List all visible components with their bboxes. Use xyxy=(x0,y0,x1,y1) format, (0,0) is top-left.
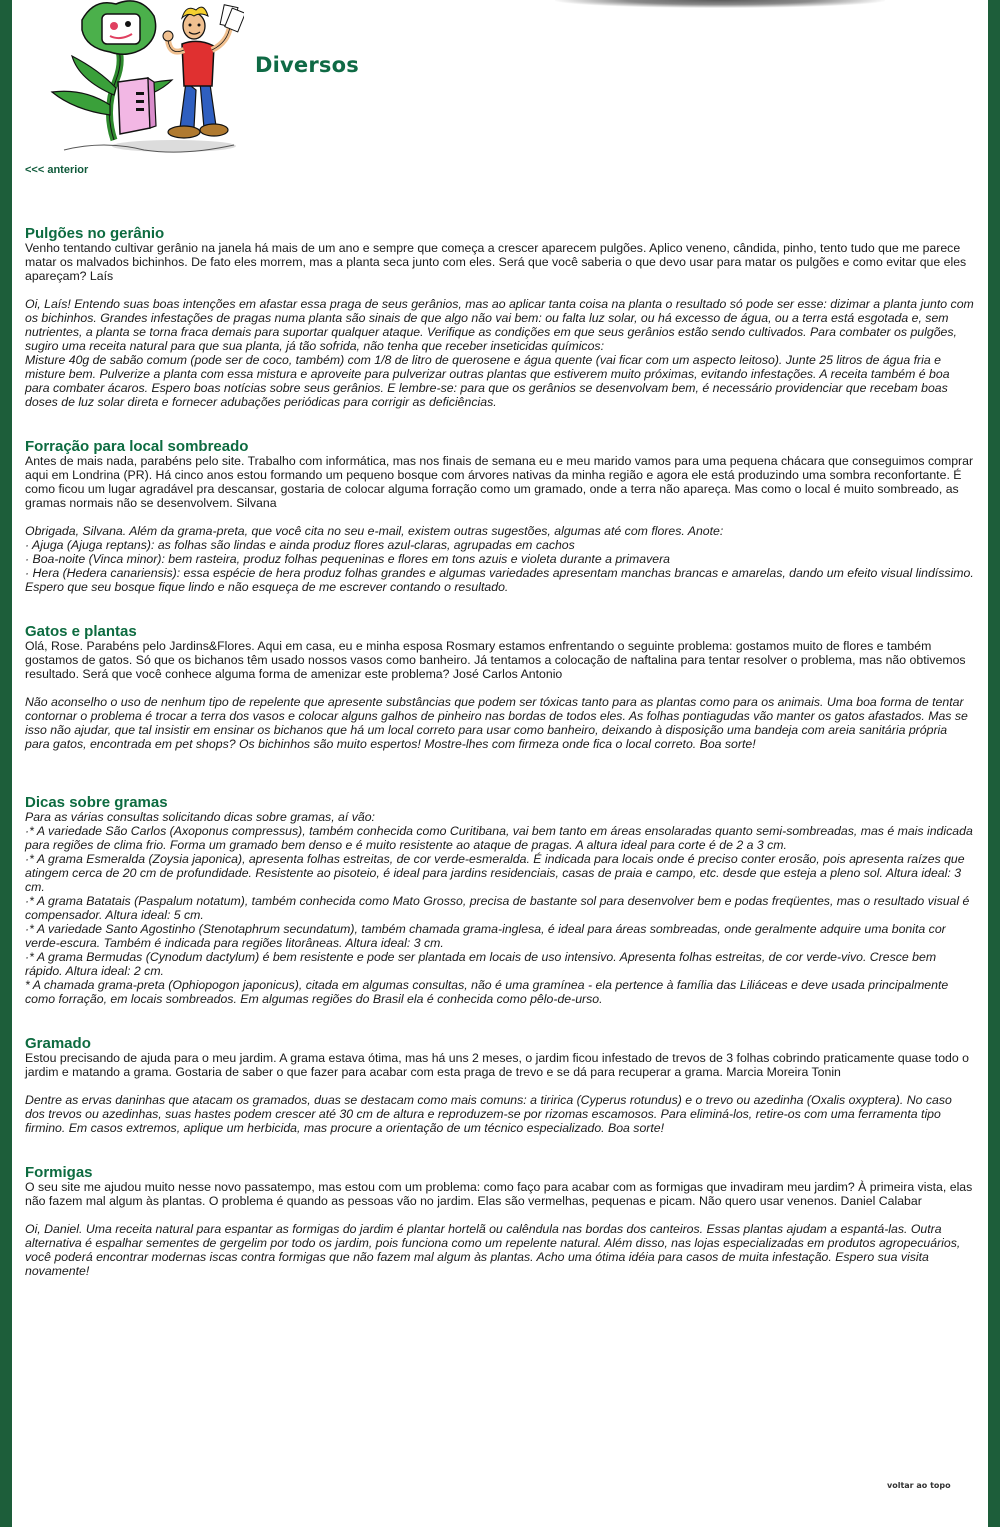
qa-answer xyxy=(25,1093,975,1135)
qa-title: Forração para local sombreado xyxy=(25,438,249,455)
qa-answer xyxy=(25,1222,975,1278)
answer-list-item: · Boa-noite (Vinca minor): bem rasteira, produz folhas pequeninas e flores em tons azuis e violeta durante a primavera xyxy=(25,552,671,566)
qa-question: Olá, Rose. Parabéns pelo Jardins&Flores. Aqui em casa, eu e minha esposa Rosmary estamos enfrentando o seguinte problema: gostamos muito de flores e também gostamos de gatos. Só que os bichanos têm usado nossos vasos como banheiro. Já tentamos a colocação de naftalina para tentar resolver o problema, mas não obtivemos resultado. Será que você conhece alguma forma de amenizar este problema? José Carlos Antonio xyxy=(25,639,966,681)
plant-and-gardener-cartoon xyxy=(44,0,244,158)
previous-page-link[interactable]: <<< anterior xyxy=(25,164,89,176)
answer-paragraph: Misture 40g de sabão comum (pode ser de coco, também) com 1/8 de litro de querosene e água quente (vai ficar com um aspecto leitoso). Junte 25 litros de água fria e misture bem. Pulverize a planta com essa mistura e aproveite para pulverizar outras plantas que estiverem muito próximas, evitando infestações. A receita também é boa para combater ácaros. Espero boas notícias sobre seus gerânios. E lembre-se: para que os gerânios se desenvolvam bem, é necessário providenciar que recebam boas doses de luz solar direta e fornecer adubações periódicas para corrigir as deficiências. xyxy=(25,353,950,409)
answer-list-item: ·* A grama Esmeralda (Zoysia japonica), apresenta folhas estreitas, de cor verde-esmeralda. É indicada para locais onde é preciso conter erosão, pois apresenta raízes que atingem cerca de 20 cm de profundidade. Resistente ao pisoteio, é ideal para jardins residenciais, casas de praia e campo, etc. desde que esteja a pleno sol. Altura ideal: 3 cm. xyxy=(25,852,965,894)
answer-list-item: ·* A grama Bermudas (Cynodum dactylum) é bem resistente e pode ser plantada em locais de uso intensivo. Apresenta folhas estreitas, de cor verde-vivo. Cresce bem rápido. Altura ideal: 2 cm. xyxy=(25,950,937,978)
qa-item xyxy=(25,795,975,1006)
answer-list-item: · Hera (Hedera canariensis): essa espécie de hera produz folhas grandes e algumas variedades apresentam manchas brancas e amarelas, dando um efeito visual lindíssimo. xyxy=(25,566,974,580)
answer-paragraph: Dentre as ervas daninhas que atacam os gramados, duas se destacam como mais comuns: a tiririca (Cyperus rotundus) e o trevo ou azedinha (Oxalis oxyptera). No caso dos trevos ou azedinhas, suas hastes podem crescer até 30 cm de altura e reproduzem-se por rizomas escamosos. Para eliminá-los, retire-os com uma ferramenta tipo firmino. Em casos extremos, aplique um herbicida, mas procure a orientação de um técnico especializado. Boa sorte! xyxy=(25,1093,952,1135)
qa-item xyxy=(25,439,975,594)
answer-paragraph: Para as várias consultas solicitando dicas sobre gramas, aí vão: xyxy=(25,810,375,824)
answer-list-item: · Ajuga (Ajuga reptans): as folhas são lindas e ainda produz flores azul-claras, agrupadas em cachos xyxy=(25,538,575,552)
page-frame-right xyxy=(988,0,1000,1527)
answer-paragraph: Oi, Laís! Entendo suas boas intenções em afastar essa praga de seus gerânios, mas ao aplicar tanta coisa na planta o resultado só pode ser esse: dizimar a planta junto com os bichinhos. Grandes infestações de pragas numa planta são sinais de que algo não vai bem: ou falta luz solar, ou há excesso de água, ou a terra está esgotada e, sem nutrientes, a planta se torna fraca demais para suportar qualquer ataque. Verifique as condições em que seus gerânios estão sendo cultivados. Para combater os pulgões, sugiro uma receita natural para que sua planta, já tão sofrida, não tenha que receber inseticidas químicos: xyxy=(25,297,974,353)
qa-title: Gramado xyxy=(25,1035,91,1052)
qa-item xyxy=(25,1036,975,1135)
page-frame-left xyxy=(0,0,12,1527)
answer-list-item: ·* A variedade Santo Agostinho (Stenotaphrum secundatum), também chamada grama-inglesa, é ideal para áreas sombreadas, onde geralmente adquire uma bonita cor verde-escura. Também é indicada para regiões litorâneas. Altura ideal: 3 cm. xyxy=(25,922,946,950)
qa-question: Antes de mais nada, parabéns pelo site. Trabalho com informática, mas nos finais de semana eu e meu marido vamos para uma pequena chácara que conseguimos comprar aqui em Londrina (PR). Há cinco anos estou formando um pequeno bosque com árvores nativas da minha região e agora ele está produzindo uma sombra reconfortante. É como ficou um lugar agradável pra descansar, gostaria de colocar alguma forração como um gramado, onde a terra não apareça. Mas como o local é muito sombreado, as gramas normais não se desenvolvem. Silvana xyxy=(25,454,974,510)
qa-answer xyxy=(25,695,975,751)
answer-paragraph: Não aconselho o uso de nenhum tipo de repelente que apresente substâncias que podem ser tóxicas tanto para as plantas como para os animais. Uma boa forma de tentar contornar o problema é trocar a terra dos vasos e colocar alguns galhos de pinheiro nas bordas de todos eles. As folhas pontiagudas vão manter os gatos afastados. Mas se isso não ajudar, que tal insistir em ensinar os bichanos que há um local correto para usar como banheiro, deixando à disposição uma bandeja com areia sanitária própria para gatos, encontrada em pet shops? Os bichinhos são muito espertos! Mostre-lhes com firmeza onde fica o local correto. Boa sorte! xyxy=(25,695,968,751)
top-shadow-decoration xyxy=(555,0,885,8)
qa-item xyxy=(25,1165,975,1278)
section-title: Diversos xyxy=(255,53,359,77)
back-to-top-link[interactable]: voltar ao topo xyxy=(887,1481,951,1490)
answer-paragraph: Oi, Daniel. Uma receita natural para espantar as formigas do jardim é plantar hortelã ou calêndula nas bordas dos canteiros. Essas plantas ajudam a espantá-las. Outra alternativa é espalhar sementes de gergelim por todo os jardim, pois funciona como um repelente natural. Além disso, nas lojas especializadas em produtos agropecuários, você poderá encontrar modernas iscas contra formigas que não fazem mal algum às plantas. Acho uma ótima idéia para casos de muita infestação. Espero sua visita novamente! xyxy=(25,1222,961,1278)
qa-content xyxy=(25,226,975,1278)
answer-list-item: ·* A variedade São Carlos (Axoponus compressus), também conhecida como Curitibana, vai bem tanto em áreas ensolaradas quanto semi-sombreadas, mas é mais indicada para regiões de clima frio. Forma um gramado bem denso e é muito resistente ao ataque de pragas. A altura ideal para corte é de 2 a 3 cm. xyxy=(25,824,973,852)
qa-item xyxy=(25,226,975,409)
answer-list-item: * A chamada grama-preta (Ophiopogon japonicus), citada em algumas consultas, não é uma gramínea - ela pertence à família das Liliáceas e deve usada principalmente como forração, em locais sombreados. Em algumas regiões do Brasil ela é conhecida como pêlo-de-urso. xyxy=(25,978,949,1006)
qa-title: Dicas sobre gramas xyxy=(25,794,168,811)
qa-question: Estou precisando de ajuda para o meu jardim. A grama estava ótima, mas há uns 2 meses, o jardim ficou infestado de trevos de 3 folhas cobrindo praticamente quase todo o jardim e matando a grama. Gostaria de saber o que fazer para acabar com esta praga de trevo e se dá para recuperar a grama. Marcia Moreira Tonin xyxy=(25,1051,969,1079)
qa-title: Formigas xyxy=(25,1164,93,1181)
qa-answer xyxy=(25,524,975,594)
qa-answer xyxy=(25,810,975,1006)
qa-title: Gatos e plantas xyxy=(25,623,137,640)
qa-question: Venho tentando cultivar gerânio na janela há mais de um ano e sempre que começa a crescer aparecem pulgões. Aplico veneno, cândida, pinho, tento tudo que me parece matar os malvados bichinhos. De fato eles morrem, mas a planta seca junto com eles. Será que você saberia o que devo usar para matar os pulgões e como evitar que eles apareçam? Laís xyxy=(25,241,967,283)
answer-paragraph: Espero que seu bosque fique lindo e não esqueça de me escrever contando o resultado. xyxy=(25,580,509,594)
qa-title: Pulgões no gerânio xyxy=(25,225,165,242)
qa-item xyxy=(25,624,975,751)
answer-list-item: ·* A grama Batatais (Paspalum notatum), também conhecida como Mato Grosso, precisa de bastante sol para desenvolver bem e podas freqüentes, mas o resultado visual é compensador. Altura ideal: 5 cm. xyxy=(25,894,970,922)
answer-paragraph: Obrigada, Silvana. Além da grama-preta, que você cita no seu e-mail, existem outras sugestões, algumas até com flores. Anote: xyxy=(25,524,724,538)
qa-answer xyxy=(25,297,975,409)
qa-question: O seu site me ajudou muito nesse novo passatempo, mas estou com um problema: como faço para acabar com as formigas que invadiram meu jardim? À primeira vista, elas não fazem mal algum às plantas. O problema é quando as pessoas vão no jardim. Elas são vermelhas, pequenas e picam. Não quero usar venenos. Daniel Calabar xyxy=(25,1180,973,1208)
